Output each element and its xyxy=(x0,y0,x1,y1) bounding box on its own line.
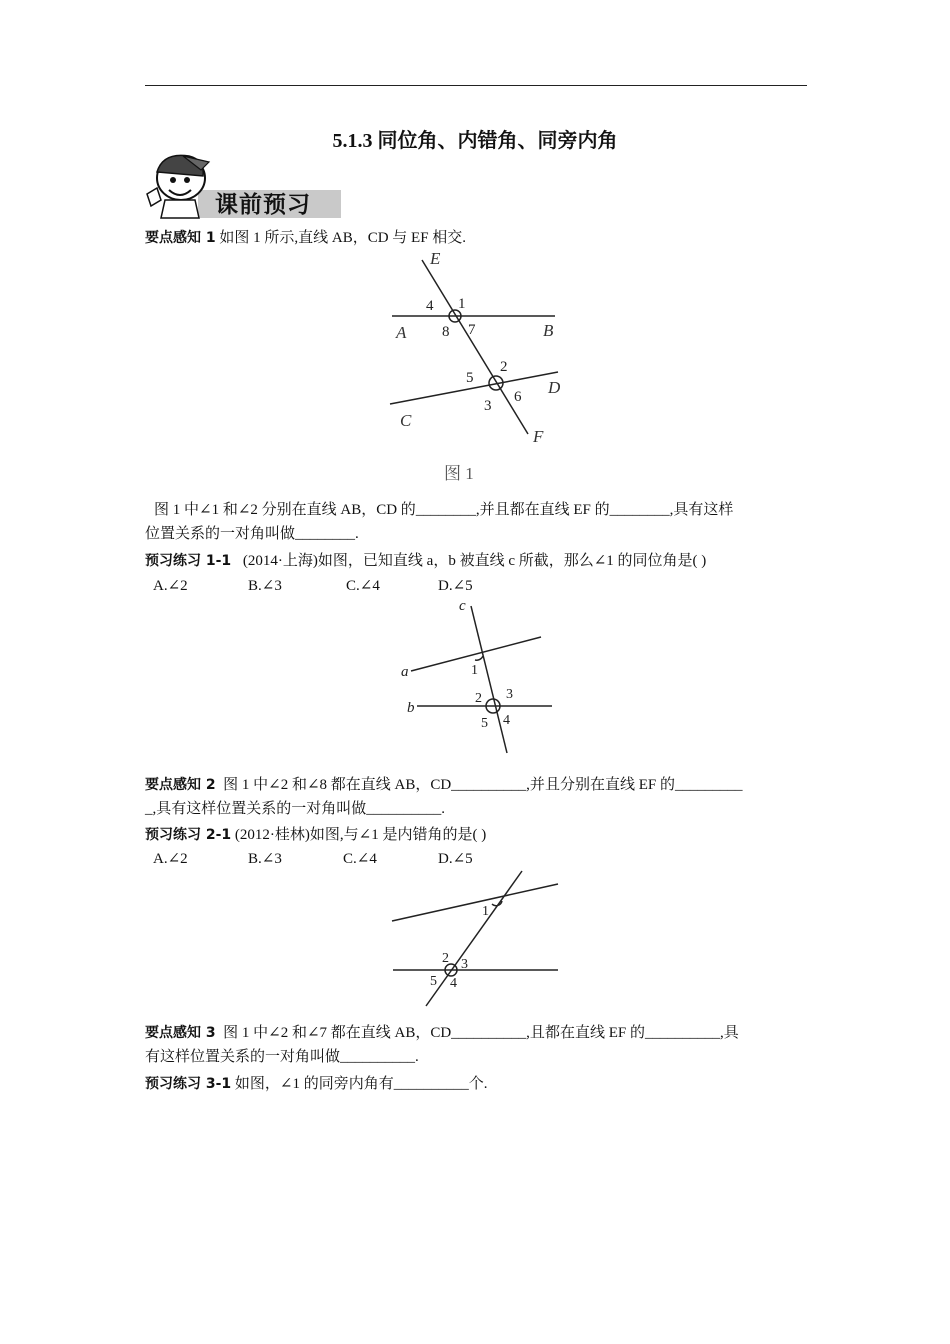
label-c: c xyxy=(459,598,466,614)
p31-label: 预习练习 3-1 xyxy=(145,1076,232,1092)
p31-text: 如图，∠1 的同旁内角有__________个. xyxy=(234,1076,488,1092)
p21-option-b[interactable]: B.∠3 xyxy=(248,851,282,867)
line-ef xyxy=(422,260,528,434)
p11-label: 预习练习 1-1 xyxy=(145,553,232,569)
k2-line2: _,具有这样位置关系的一对角叫做__________. xyxy=(145,801,446,817)
p11-line xyxy=(145,551,706,571)
angle-label-2: 2 xyxy=(442,951,449,966)
k2-label: 要点感知 2 xyxy=(145,777,216,793)
k1-label: 要点感知 1 xyxy=(145,230,216,246)
label-b: B xyxy=(543,321,554,340)
p21-text: (2012·桂林)如图,与∠1 是内错角的是( ) xyxy=(234,827,487,843)
preview-banner xyxy=(143,150,343,220)
label-f: F xyxy=(533,427,544,446)
angle-label-6: 6 xyxy=(514,389,522,405)
p11-option-c[interactable]: C.∠4 xyxy=(346,578,380,594)
angle-label-2: 2 xyxy=(475,691,482,706)
p21-option-c[interactable]: C.∠4 xyxy=(343,851,377,867)
p21-label: 预习练习 2-1 xyxy=(145,827,232,843)
p21-options xyxy=(153,849,473,869)
k3-line2: 有这样位置关系的一对角叫做__________. xyxy=(145,1049,419,1065)
p21-line xyxy=(145,825,486,845)
p11-option-d[interactable]: D.∠5 xyxy=(438,578,473,594)
k2-block xyxy=(145,773,810,821)
k3-text: 图 1 中∠2 和∠7 都在直线 AB，CD__________,且都在直线 EF 的__________,具 xyxy=(223,1025,739,1041)
k1-line xyxy=(145,228,466,248)
angle-label-8: 8 xyxy=(442,324,450,340)
label-a: A xyxy=(396,323,407,342)
label-a: a xyxy=(401,664,409,680)
line-cd xyxy=(390,372,558,404)
angle-label-4: 4 xyxy=(503,713,510,728)
p11-option-b[interactable]: B.∠3 xyxy=(248,578,282,594)
angle-label-4: 4 xyxy=(426,298,434,314)
line-transversal xyxy=(426,871,522,1006)
angle-label-3: 3 xyxy=(484,398,492,414)
line-top xyxy=(392,884,558,921)
angle-label-5: 5 xyxy=(481,716,488,731)
p31-line xyxy=(145,1074,488,1094)
banner-label: 课前预习 xyxy=(215,192,311,218)
p11-option-a[interactable]: A.∠2 xyxy=(153,578,188,594)
k3-block xyxy=(145,1021,810,1069)
p21-option-a[interactable]: A.∠2 xyxy=(153,851,188,867)
p11-text: (2014·上海)如图，已知直线 a，b 被直线 c 所截，那么∠1 的同位角是( ) xyxy=(242,553,707,569)
p21-option-d[interactable]: D.∠5 xyxy=(438,851,473,867)
figure-1-caption: 图 1 xyxy=(444,464,474,483)
k1-fill xyxy=(145,498,810,546)
angle-label-2: 2 xyxy=(500,359,508,375)
line-c xyxy=(471,606,507,753)
figure-1 xyxy=(380,248,580,488)
k2-text: 图 1 中∠2 和∠8 都在直线 AB，CD__________,并且分别在直线 EF 的_________ xyxy=(223,777,743,793)
angle-label-1: 1 xyxy=(482,904,489,919)
header-rule xyxy=(145,85,807,86)
k1-fill-line2: 位置关系的一对角叫做________. xyxy=(145,526,359,542)
label-d: D xyxy=(548,378,561,397)
angle-1-arc xyxy=(475,656,483,660)
label-b: b xyxy=(407,700,415,716)
k1-text: 如图 1 所示,直线 AB，CD 与 EF 相交. xyxy=(219,230,467,246)
p11-options xyxy=(153,576,473,596)
k3-label: 要点感知 3 xyxy=(145,1025,216,1041)
label-e: E xyxy=(430,249,441,268)
page-title: 5.1.3 同位角、内错角、同旁内角 xyxy=(332,130,618,152)
angle-label-4: 4 xyxy=(450,976,457,991)
angle-label-7: 7 xyxy=(468,322,476,338)
label-c: C xyxy=(400,411,412,430)
k1-fill-line1: 图 1 中∠1 和∠2 分别在直线 AB，CD 的________,并且都在直线 EF 的________,具有这样 xyxy=(154,502,734,518)
angle-label-3: 3 xyxy=(461,957,468,972)
angle-label-1: 1 xyxy=(471,663,478,678)
angle-label-3: 3 xyxy=(506,687,513,702)
angle-label-1: 1 xyxy=(458,296,466,312)
angle-label-5: 5 xyxy=(466,370,474,386)
figure-2 xyxy=(395,598,565,758)
angle-label-5: 5 xyxy=(430,974,437,989)
figure-3 xyxy=(388,868,563,1013)
